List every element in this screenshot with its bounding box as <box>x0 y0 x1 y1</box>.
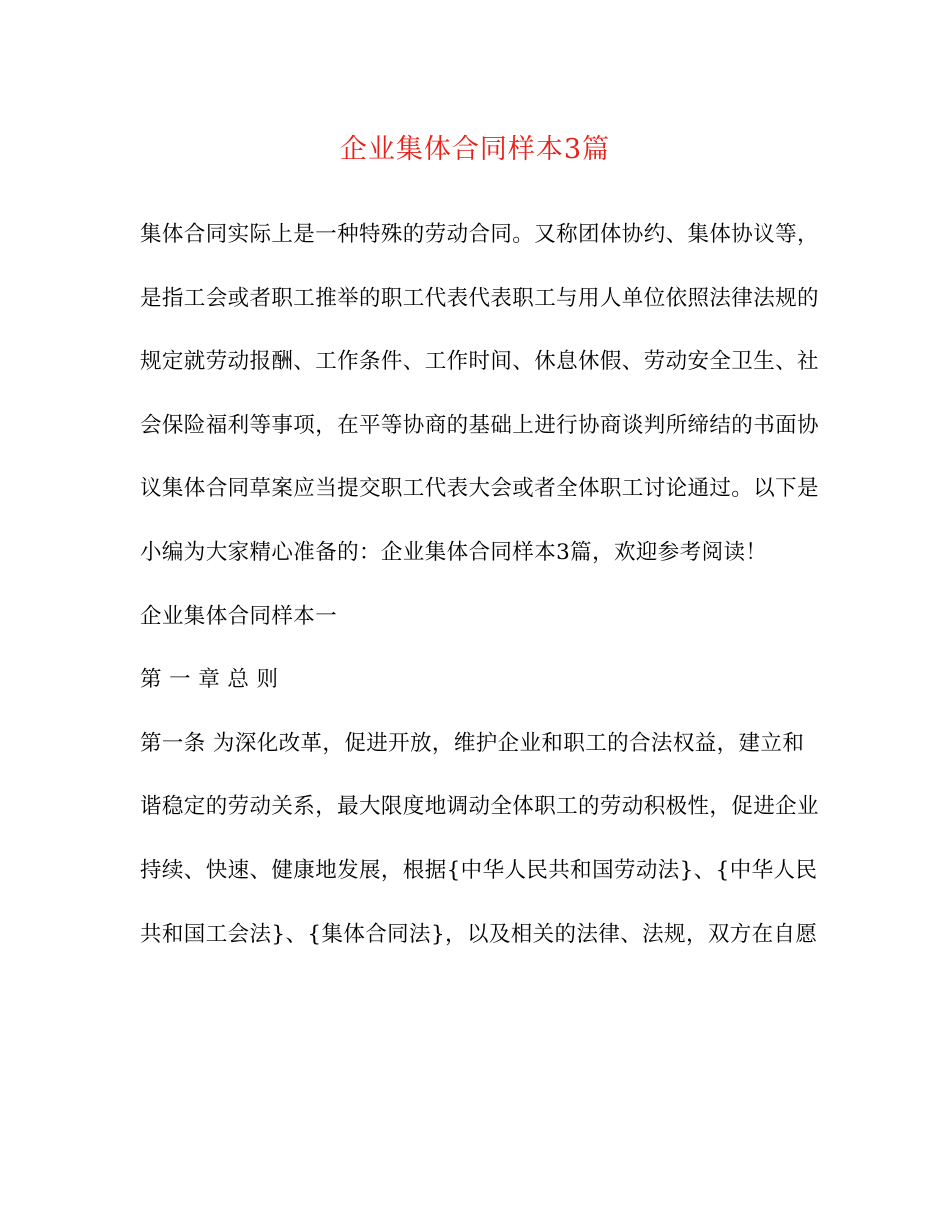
body-text-line: 第一条 为深化改革，促进开放，维护企业和职工的合法权益，建立和 <box>140 730 805 756</box>
body-text-line: 共和国工会法}、{集体合同法}，以及相关的法律、法规，双方在自愿 <box>140 921 818 947</box>
body-text-line: 企业集体合同样本一 <box>140 603 338 629</box>
body-text-line: 谐稳定的劳动关系，最大限度地调动全体职工的劳动积极性，促进企业 <box>140 794 819 820</box>
body-text-line: 议集体合同草案应当提交职工代表大会或者全体职工讨论通过。以下是 <box>140 476 819 502</box>
body-text-line: 会保险福利等事项，在平等协商的基础上进行协商谈判所缔结的书面协 <box>140 412 819 438</box>
body-text-line: 集体合同实际上是一种特殊的劳动合同。又称团体协约、集体协议等， <box>140 222 819 247</box>
body-text-line: 小编为大家精心准备的：企业集体合同样本3篇，欢迎参考阅读！ <box>140 539 768 565</box>
body-text-line: 持续、快速、健康地发展，根据{中华人民共和国劳动法}、{中华人民 <box>140 857 818 883</box>
document-body <box>140 203 820 966</box>
body-text-line: 规定就劳动报酬、工作条件、工作时间、休息休假、劳动安全卫生、社 <box>140 349 819 375</box>
body-text-line: 第 一 章 总 则 <box>140 667 279 693</box>
body-text-line: 是指工会或者职工推举的职工代表代表职工与用人单位依照法律法规的 <box>140 285 819 311</box>
document-title: 企业集体合同样本3篇 <box>339 134 611 165</box>
